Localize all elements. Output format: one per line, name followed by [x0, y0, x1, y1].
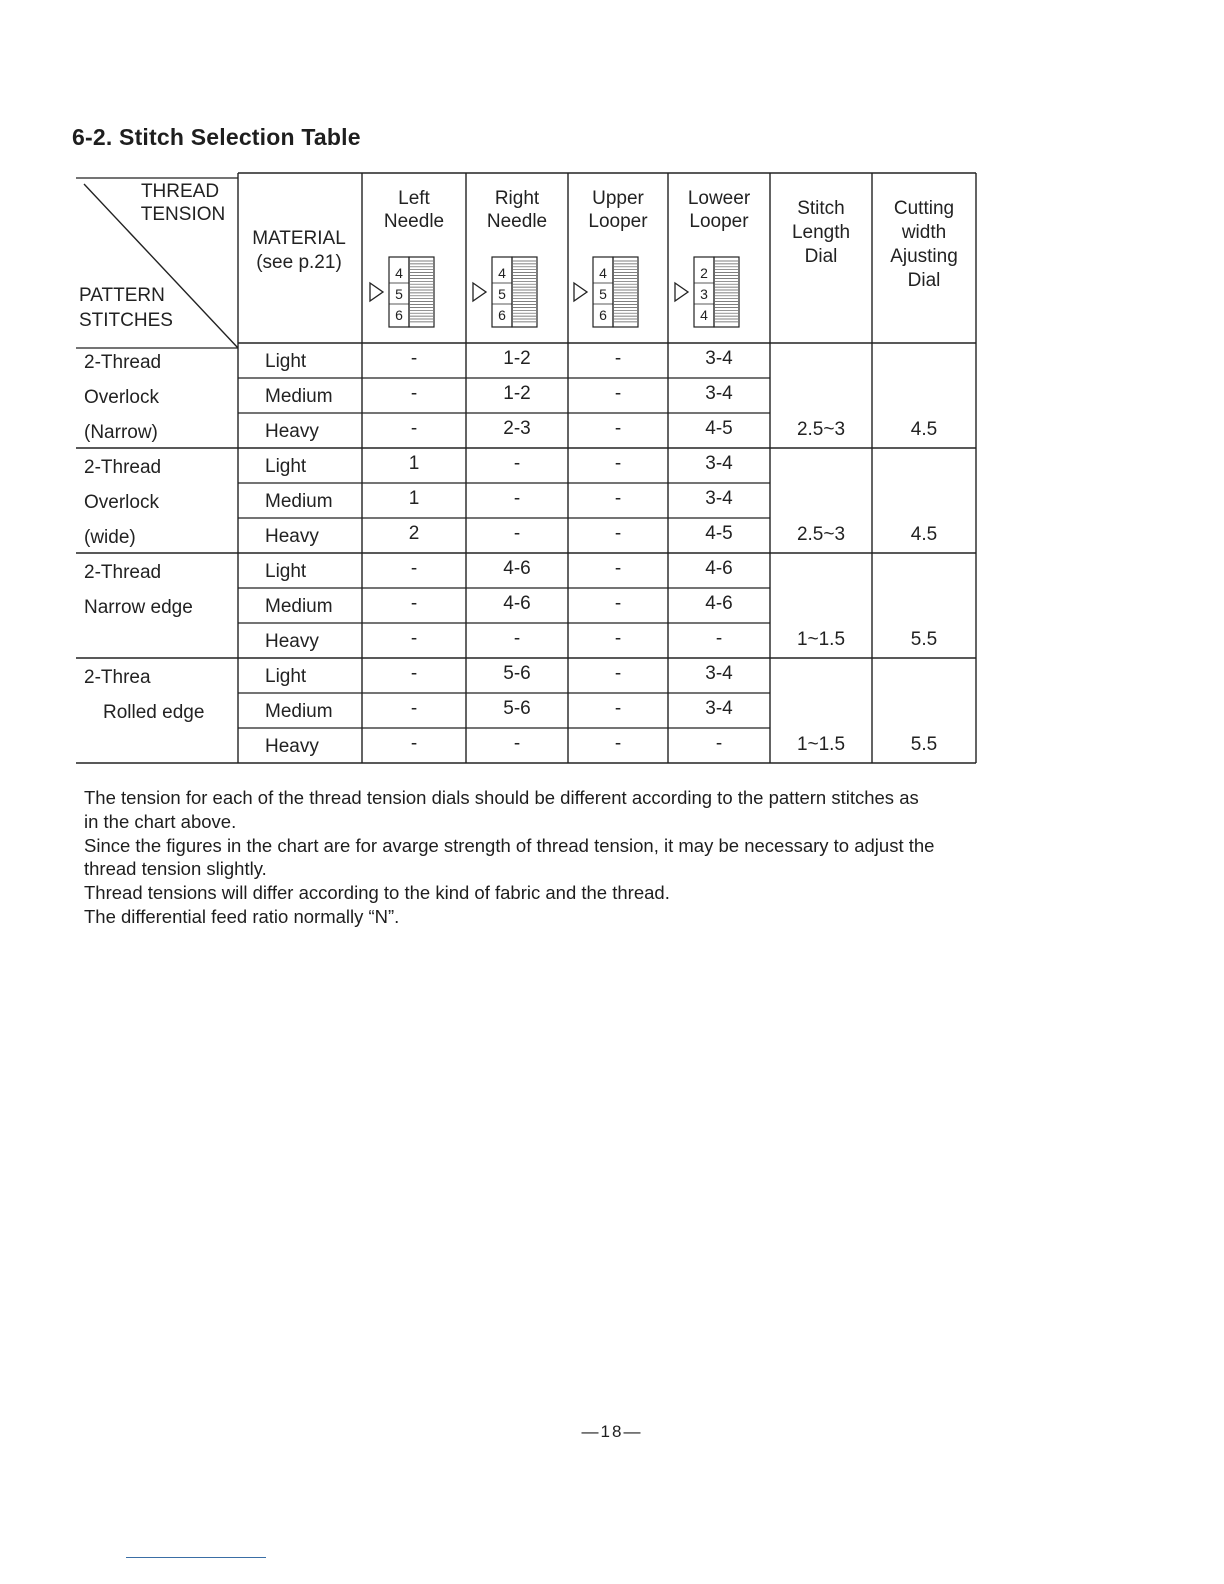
stitch-length-heading: Dial [804, 246, 838, 267]
tension-dial-icon [675, 257, 739, 327]
tension-value-cell: 3-4 [705, 383, 733, 404]
notes-block [84, 786, 1044, 929]
tension-value-cell: - [410, 418, 418, 439]
column-heading: Upper [592, 188, 644, 209]
dial-number: 4 [599, 265, 607, 281]
tension-value-cell: - [715, 733, 723, 754]
pattern-name: 2-Thread [84, 562, 162, 583]
pattern-name: (Narrow) [84, 422, 158, 443]
cutting-width-heading: Ajusting [890, 246, 958, 267]
material-cell: Heavy [265, 736, 319, 757]
column-heading: Needle [486, 211, 548, 232]
column-heading: Right [494, 188, 540, 209]
tension-value-cell: - [513, 733, 521, 754]
dial-number: 5 [498, 286, 506, 302]
tension-dial-icon [473, 257, 537, 327]
material-cell: Medium [265, 701, 333, 722]
page-number: —18— [581, 1422, 643, 1441]
pattern-name: 2-Thread [84, 457, 162, 478]
pattern-name: Overlock [84, 387, 159, 408]
stitch-length-value: 2.5~3 [796, 524, 846, 545]
note-line: The differential feed ratio normally “N”. [84, 905, 400, 927]
material-cell: Light [265, 351, 307, 372]
cutting-width-value: 4.5 [910, 524, 938, 545]
stitch-length-value: 1~1.5 [796, 734, 846, 755]
tension-value-cell: - [410, 383, 418, 404]
section-title: 6-2. Stitch Selection Table [72, 124, 361, 150]
dial-wheel [409, 257, 434, 327]
note-line: Since the figures in the chart are for avarge strength of thread tension, it may be necessary to adjust the [84, 834, 935, 856]
tension-value-cell: - [614, 383, 622, 404]
note-line: in the chart above. [84, 810, 237, 832]
dial-number: 5 [395, 286, 403, 302]
tension-value-cell: 4-6 [705, 593, 733, 614]
stitch-length-heading: Stitch [797, 198, 845, 219]
tension-value-cell: - [410, 628, 418, 649]
tension-value-cell: - [614, 418, 622, 439]
cutting-width-heading: width [901, 222, 947, 243]
tension-value-cell: 4-6 [503, 593, 531, 614]
material-cell: Medium [265, 596, 333, 617]
column-heading: Loweer [687, 188, 751, 209]
tension-value-cell: - [513, 628, 521, 649]
stitch-length-value: 1~1.5 [796, 629, 846, 650]
tension-value-cell: 4-6 [503, 558, 531, 579]
pattern-name: Rolled edge [103, 702, 205, 723]
tension-value-cell: - [513, 488, 521, 509]
stitch-length-heading: Length [791, 222, 851, 243]
tension-value-cell: 3-4 [705, 698, 733, 719]
tension-value-cell: 3-4 [705, 348, 733, 369]
stitches-label: STITCHES [79, 310, 173, 331]
tension-value-cell: 2 [408, 523, 420, 544]
dial-number: 3 [700, 286, 708, 302]
note-line: Thread tensions will differ according to the kind of fabric and the thread. [84, 882, 670, 904]
tension-value-cell: - [614, 488, 622, 509]
tension-value-cell: - [614, 628, 622, 649]
dial-number: 6 [395, 307, 403, 323]
pattern-name: Narrow edge [84, 597, 193, 618]
cutting-width-value: 5.5 [910, 629, 938, 650]
tension-value-cell: - [614, 593, 622, 614]
tension-value-cell: 1 [408, 488, 420, 509]
tension-value-cell: 4-6 [705, 558, 733, 579]
cutting-width-heading: Cutting [893, 198, 955, 219]
material-cell: Light [265, 666, 307, 687]
tension-value-cell: 2-3 [503, 418, 531, 439]
dial-indicator-arrow [370, 283, 383, 301]
tension-value-cell: 3-4 [705, 453, 733, 474]
table-text-layer [79, 181, 958, 757]
tension-value-cell: 3-4 [705, 663, 733, 684]
cutting-width-value: 5.5 [910, 734, 938, 755]
tension-value-cell: - [513, 523, 521, 544]
dial-number: 6 [599, 307, 607, 323]
column-heading: Looper [588, 211, 648, 232]
dial-indicator-arrow [675, 283, 688, 301]
dial-number: 6 [498, 307, 506, 323]
tension-value-cell: - [410, 558, 418, 579]
material-cell: Medium [265, 386, 333, 407]
tension-value-cell: - [614, 348, 622, 369]
column-heading: Needle [383, 211, 445, 232]
tension-value-cell: - [614, 733, 622, 754]
cutting-width-heading: Dial [907, 270, 941, 291]
tension-value-cell: 1 [408, 453, 420, 474]
dial-number: 4 [498, 265, 506, 281]
dial-number: 4 [395, 265, 403, 281]
material-cell: Heavy [265, 526, 319, 547]
material-ref-label: (see p.21) [256, 252, 342, 273]
tension-value-cell: - [410, 663, 418, 684]
material-cell: Light [265, 456, 307, 477]
column-heading: Looper [689, 211, 749, 232]
tension-value-cell: 4-5 [705, 523, 733, 544]
dial-indicator-arrow [574, 283, 587, 301]
tension-value-cell: - [614, 558, 622, 579]
tension-value-cell: - [715, 628, 723, 649]
tension-value-cell: - [410, 348, 418, 369]
tension-value-cell: - [614, 523, 622, 544]
pattern-name: Overlock [84, 492, 159, 513]
dial-wheel [512, 257, 537, 327]
tension-value-cell: - [513, 453, 521, 474]
thread-tension-label: TENSION [140, 204, 226, 225]
tension-dial-icon [370, 257, 434, 327]
dial-wheel [714, 257, 739, 327]
pattern-label: PATTERN [79, 285, 165, 306]
dial-wheel [613, 257, 638, 327]
bottom-rule [126, 1557, 266, 1558]
tension-value-cell: - [614, 453, 622, 474]
tension-value-cell: 1-2 [503, 383, 531, 404]
dial-number: 4 [700, 307, 708, 323]
material-cell: Heavy [265, 421, 319, 442]
dial-number: 5 [599, 286, 607, 302]
pattern-name: 2-Threa [84, 667, 151, 688]
dial-indicator-arrow [473, 283, 486, 301]
tension-value-cell: 3-4 [705, 488, 733, 509]
tension-value-cell: - [410, 593, 418, 614]
tension-value-cell: 5-6 [503, 663, 531, 684]
material-cell: Heavy [265, 631, 319, 652]
material-cell: Medium [265, 491, 333, 512]
tension-dial-icon [574, 257, 638, 327]
tension-value-cell: 4-5 [705, 418, 733, 439]
dial-number: 2 [700, 265, 708, 281]
material-label: MATERIAL [252, 228, 346, 249]
column-heading: Left [398, 188, 430, 209]
material-cell: Light [265, 561, 307, 582]
tension-value-cell: - [614, 663, 622, 684]
note-line: thread tension slightly. [84, 858, 267, 880]
tension-value-cell: - [410, 733, 418, 754]
tension-value-cell: - [614, 698, 622, 719]
cutting-width-value: 4.5 [910, 419, 938, 440]
pattern-name: (wide) [84, 527, 136, 548]
note-line: The tension for each of the thread tension dials should be different according to the pattern stitches as [84, 787, 919, 808]
tension-value-cell: 5-6 [503, 698, 531, 719]
tension-value-cell: 1-2 [503, 348, 531, 369]
stitch-length-value: 2.5~3 [796, 419, 846, 440]
pattern-name: 2-Thread [84, 352, 162, 373]
thread-tension-label: THREAD [140, 181, 220, 202]
tension-value-cell: - [410, 698, 418, 719]
